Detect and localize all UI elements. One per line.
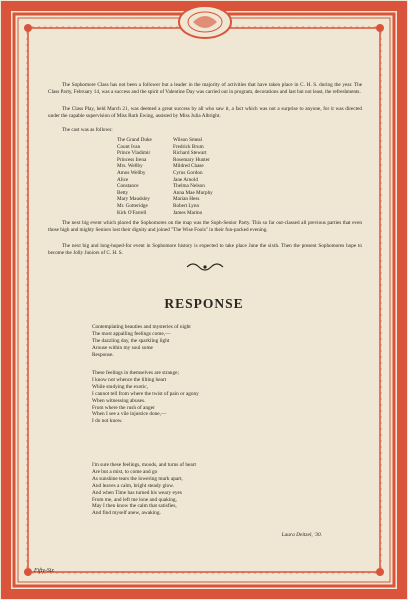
poem-line: Response.: [92, 351, 114, 358]
cast-role: Betty: [117, 189, 129, 196]
cast-actor: Jane Arnold: [173, 176, 198, 183]
cast-role: Amos Wellby: [117, 169, 146, 176]
poem-line: And leaves a calm, bright steady glow.: [92, 482, 175, 489]
poem-line: Are but a mist, to come and go: [92, 468, 158, 475]
cast-actor: Robert Lynn: [173, 202, 200, 209]
cast-role: Constance: [117, 183, 139, 190]
cast-actor: Thelma Nelson: [173, 183, 205, 190]
cast-row: [117, 170, 297, 177]
cast-row: [117, 144, 297, 151]
cast-role: Mr. Gotteridge: [117, 202, 148, 209]
cast-role: Kirk O'Farrell: [117, 209, 147, 216]
poem-line: The dazzling day, the sparkling light: [92, 337, 170, 344]
cast-row: [117, 137, 297, 144]
paragraph-class-play: The Class Play, held March 21, was deemed a great success by all who saw it, a fact which was not a surprise to anyone, for it was directed under the capable supervision of Miss Ruth Ewing, assisted by Miss Julia Albright.: [48, 106, 362, 120]
poem-author: Laura Deitzel, '30.: [281, 532, 322, 538]
cast-row: [117, 150, 297, 157]
cast-role: Mary Maudsley: [117, 196, 150, 203]
poem-line: As sunshine tears the lowering murk apart,: [92, 475, 183, 482]
poem-stanza: [92, 324, 342, 359]
poem-line: I do not know.: [92, 418, 123, 425]
poem-stanza: [92, 462, 342, 517]
paragraph-jolly-juniors: The next big and long-hoped-for event in Sophomore history is expected to take place June the sixth. Then the present Sophomores hope to become the Jolly Juniors of C. H. S.: [48, 243, 362, 257]
cast-actor: Mildred Chase: [173, 163, 204, 170]
cast-actor: Fredrick Brum: [173, 143, 204, 150]
page-number: Fifty-Six: [34, 568, 54, 574]
cast-row: [117, 190, 297, 197]
cast-role: Mrs. Wellby: [117, 163, 143, 170]
cast-actor: Wilson Smeal: [173, 137, 203, 143]
poem-line: And find myself anew, awaking.: [92, 510, 161, 517]
poem-line: I cannot tell from where the twist of pain or agony: [92, 390, 199, 397]
cast-row: [117, 183, 297, 190]
cast-actor: James Marino: [173, 209, 203, 216]
poem-line: When I see a vile injustice done,—: [92, 411, 167, 418]
cast-row: [117, 203, 297, 210]
poem-line: I know not whence the lilting heart: [92, 376, 167, 383]
paragraph-cast-intro: The cast was as follows:: [62, 127, 113, 133]
cast-row: [117, 163, 297, 170]
poem-line: These feelings in themselves are strange;: [92, 370, 179, 376]
cast-actor: Anna Mae Murphy: [173, 189, 213, 196]
cast-row: [117, 196, 297, 203]
poem-line: I'm sure these feelings, moods, and turns of heart: [92, 462, 196, 468]
poem-line: The most appalling feelings come,—: [92, 330, 171, 337]
poem-line: When witnessing abuses.: [92, 397, 146, 404]
poem-line: From me, and left me lone and quaking,: [92, 496, 177, 503]
cast-role: The Grand Duke: [117, 137, 152, 143]
cast-role: Alice: [117, 176, 129, 183]
poem-stanza: [92, 370, 342, 425]
cast-actor: Rosemary Hunter: [173, 156, 210, 163]
cast-row: [117, 177, 297, 184]
poem-line: While studying the exotic,: [92, 383, 148, 390]
paragraph-class-party: The Sophomore Class has not been a follower but a leader in the majority of activities that have taken place in C. H. S. during the year. The Class Party, February 14, was a success and the spirit of Valentine Day was carried out in program, decorations and last but not least, the refreshments.: [48, 82, 362, 96]
poem-title: RESPONSE: [164, 296, 244, 311]
cast-actor: Cyrus Gordon: [173, 169, 203, 176]
cast-row: [117, 210, 297, 217]
cast-actor: Marian Hess: [173, 196, 200, 203]
poem-line: And when Time has turned his weary eyes: [92, 489, 182, 496]
poem-line: From where the rush of anger: [92, 404, 155, 411]
poem-line: Contemplating beauties and mysteries of night: [92, 324, 191, 330]
poem-line: Arouse within my soul some: [92, 344, 153, 351]
cast-row: [117, 157, 297, 164]
divider-ornament: [185, 261, 225, 273]
cast-role: Princess Irena: [117, 156, 147, 163]
cast-role: Prince Vladimir: [117, 150, 151, 157]
paragraph-soph-senior-party: The next big event which placed the Sophomores on the map was the Soph-Senior Party. This so far out-classed all previous parties that even those high and mighty Seniors lost their dignity and joined "The Wise Fools" in their fun-packed evening.: [48, 220, 362, 234]
cast-actor: Richard Stewart: [173, 150, 207, 157]
cast-role: Count Ivan: [117, 143, 141, 150]
poem-line: May I then know the calm that satisfies,: [92, 503, 177, 510]
cast-list: [117, 137, 297, 216]
